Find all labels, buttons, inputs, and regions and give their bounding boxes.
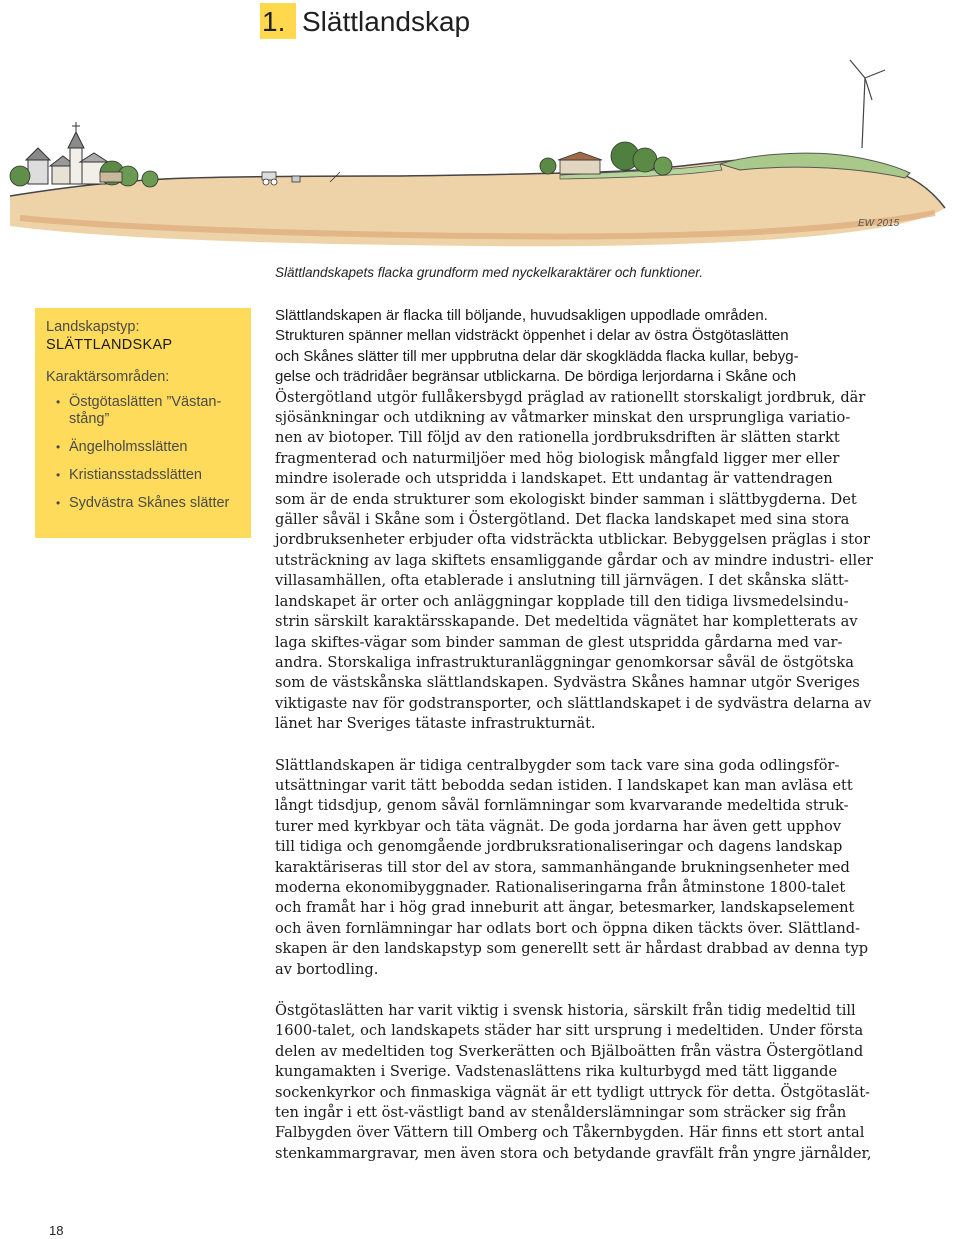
bullet-icon: • — [56, 440, 61, 454]
text-line: som är de enda strukturer som ekologiskt binder samman i slättbygderna. Det — [275, 490, 857, 508]
text-line: ten ingår i ett öst-västligt band av stenålderslämningar som sträcker sig från — [275, 1104, 847, 1122]
text-line: landskapet är orter och anläggningar kopplade till den tidiga livsmedelsindu- — [275, 592, 849, 610]
bullet-icon: • — [56, 468, 61, 482]
text-line: laga skiftes-vägar som binder samman de glest utspridda gårdarna med var- — [275, 633, 843, 651]
text-line: fragmenterad och naturmiljöer med hög biologisk mångfald ligger mer eller — [275, 449, 840, 467]
village — [26, 122, 108, 184]
text-line: Falbygden över Vättern till Omberg och Tåkernbygden. Här finns ett stort antal — [275, 1124, 865, 1142]
text-line: turer med kyrkbyar och täta vägnät. De goda jordarna har även gett upphov — [275, 817, 842, 835]
text-line: sjösänkningar och utdikning av våtmarker minskat den ursprungliga variatio- — [275, 409, 851, 427]
text-line: jordbruksenheter erbjuder ofta vidsträckta utblickar. Bebyggelsen präglas i stor — [275, 531, 870, 549]
text-line: gäller såväl i Skåne som i Östergötland. Det flacka landskapet med sina stora — [275, 511, 850, 529]
page-number: 18 — [49, 1223, 64, 1238]
text-line: delen av medeltiden tog Sverkerätten och Bjälboätten från västra Östergötland — [275, 1042, 864, 1060]
list-item: • Sydvästra Skånes slätter — [56, 495, 230, 511]
list-item: • Ängelholmsslätten — [56, 439, 188, 455]
character-areas-label: Karaktärsområden: — [46, 369, 170, 385]
text-line: 1600-talet, och landskapets städer har sitt ursprung i medeltiden. Under första — [275, 1022, 864, 1040]
text-line: stenkammargravar, men även stora och betydande gravfält från yngre järnålder, — [275, 1144, 872, 1162]
text-line: och även fornlämningar har odlats bort och öppna diken täckts över. Slättland- — [275, 919, 861, 937]
text-line: andra. Storskaliga infrastrukturanläggningar genomkorsar såväl de östgötska — [275, 653, 854, 671]
text-line: strin särskilt karaktärsskapande. Det medeltida vägnätet har kompletterats av — [275, 613, 858, 631]
text-line: villasamhällen, ofta etablerade i anslutning till järnvägen. I det skånska slätt- — [275, 572, 849, 590]
text-line: och Skånes slätter till mer uppbrutna delar där skogklädda flacka kullar, bebyg- — [275, 347, 799, 365]
text-line: gelse och trädridåer begränsar utblickarna. De bördiga lerjordarna i Skåne och — [275, 368, 797, 386]
text-line: som de västskånska slättlandskapen. Sydvästra Skånes hamnar utgör Sveriges — [275, 674, 860, 692]
text-line: Östgötaslätten har varit viktig i svensk historia, särskilt från tidig medeltid till — [275, 1002, 856, 1019]
illustration-signature: EW 2015 — [858, 218, 900, 229]
text-line: Slättlandskapen är flacka till böljande, huvudsakligen uppodlade områden. — [275, 307, 768, 324]
sidebar-box — [35, 308, 251, 538]
text-line: Östergötland utgör fullåkersbygd präglad av rationellt storskaligt jordbruk, där — [275, 388, 866, 406]
bullet-icon: • — [56, 395, 61, 409]
text-line: kungamakten i Sverige. Vadstenaslättens rika kulturbygd med tätt liggande — [275, 1063, 838, 1081]
body-text — [275, 306, 875, 1164]
text-line: utsträckning av laga skiftets ensamliggande gårdar och av mindre industri- eller — [275, 551, 873, 569]
text-line: viktigaste nav för godstransporter, och slättlandskapet i de sydvästra delarna av — [275, 694, 872, 712]
text-line: långt tidsdjup, genom såväl fornlämningar som kvarvarande medeltida struk- — [275, 797, 849, 815]
list-item: • Kristiansstadsslätten — [56, 467, 202, 483]
paragraph-3 — [275, 1001, 875, 1164]
bullet-icon: • — [56, 496, 61, 510]
landscape-illustration — [0, 48, 960, 258]
chapter-title: Slättlandskap — [302, 6, 471, 37]
landscape-type-value: SLÄTTLANDSKAP — [46, 337, 173, 353]
text-line: moderna ekonomibyggnader. Rationaliseringarna från åtminstone 1800-talet — [275, 878, 846, 896]
text-line: sockenkyrkor och finmaskiga vägnät är ett tydligt uttryck för detta. Östgötaslät- — [275, 1083, 870, 1101]
text-line: länet har Sveriges tätaste infrastrukturnät. — [275, 715, 596, 733]
wind-turbine — [850, 60, 885, 148]
text-line: mindre isolerade och utspridda i landskapet. Ett undantag är vattendragen — [275, 470, 833, 488]
farmstead — [540, 142, 672, 175]
paragraph-2 — [275, 756, 875, 980]
chapter-number: 1. — [262, 6, 286, 37]
text-line: och framåt har i hög grad inneburit att ängar, betesmarker, landskapselement — [275, 899, 855, 917]
text-line: av bortodling. — [275, 960, 379, 978]
text-line: nen av biotoper. Till följd av den rationella jordbruksdriften är slätten starkt — [275, 429, 840, 447]
text-line: skapen är den landskapstyp som generellt sett är hårdast drabbad av denna typ — [275, 940, 869, 958]
paragraph-1 — [275, 306, 875, 735]
list-item: • Östgötaslätten ”Västan- stång” — [56, 394, 222, 427]
landscape-type-label: Landskapstyp: — [46, 319, 140, 335]
character-areas-list — [46, 394, 241, 512]
text-line: till tidiga och genomgående jordbruksrationaliseringar och dagens landskap — [275, 838, 843, 856]
text-line: Strukturen spänner mellan vidsträckt öppenhet i delar av östra Östgötaslätten — [275, 327, 789, 345]
text-line: Slättlandskapen är tidiga centralbygder som tack vare sina goda odlingsför- — [275, 756, 840, 774]
text-line: utsättningar varit tätt bebodda sedan istiden. I landskapet kan man avläsa ett — [275, 776, 853, 794]
illustration-caption: Slättlandskapets flacka grundform med nyckelkaraktärer och funktioner. — [275, 265, 703, 280]
text-line: karaktäriseras till stor del av stora, sammanhängande brukningsenheter med — [275, 858, 850, 876]
